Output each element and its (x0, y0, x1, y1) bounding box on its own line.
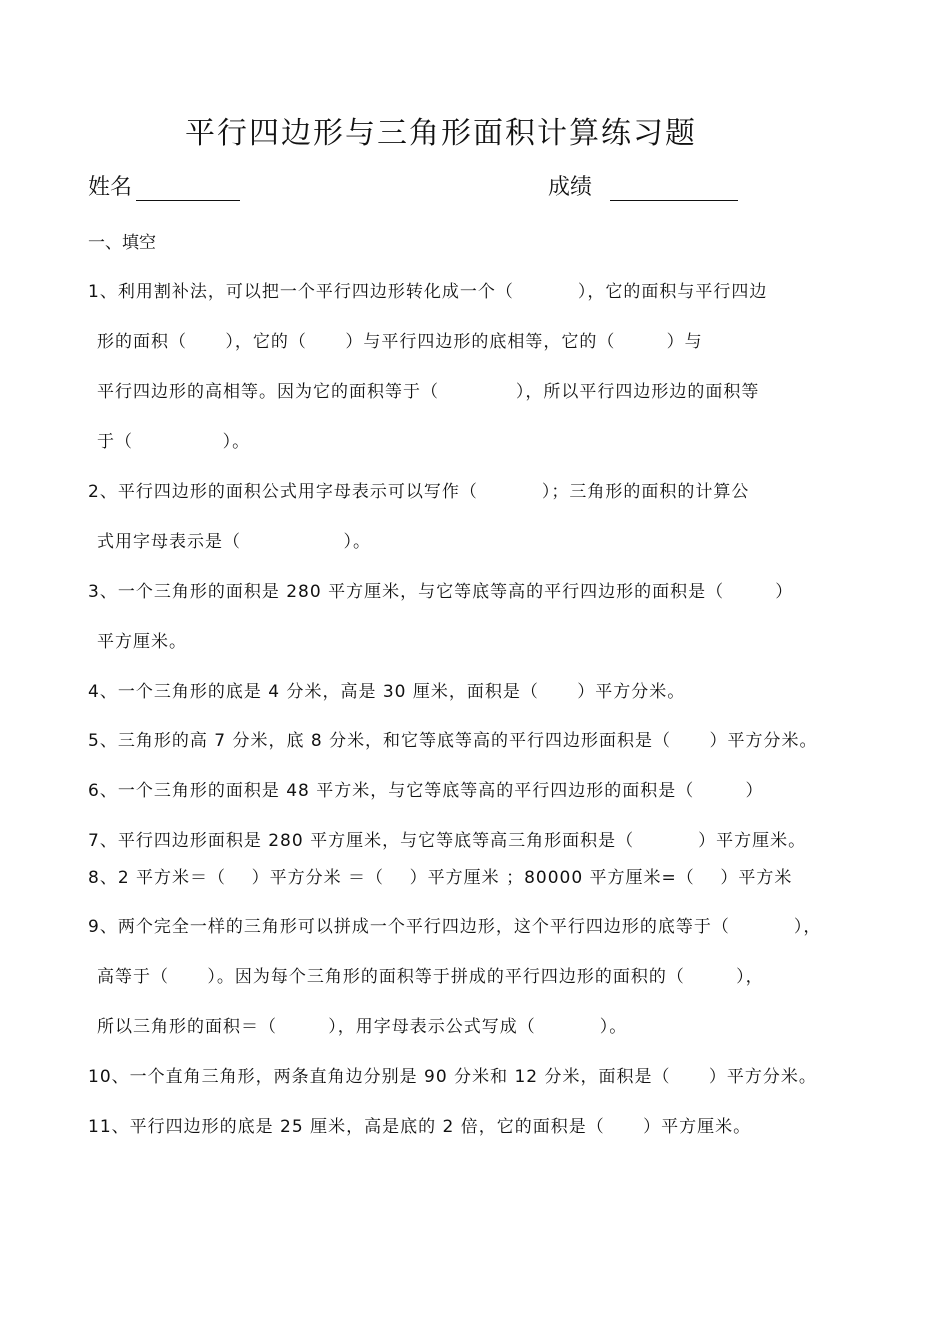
name-label: 姓名 (88, 175, 133, 200)
name-underline (136, 200, 240, 201)
question-line: 10、一个直角三角形，两条直角边分别是 90 分米和 12 分米，面积是（ ）平方分米。 (88, 1067, 817, 1087)
question-line: 9、两个完全一样的三角形可以拼成一个平行四边形，这个平行四边形的底等于（ ）， (88, 917, 822, 937)
question-line: 所以三角形的面积＝（ ），用字母表示公式写成（ ）。 (97, 1017, 628, 1037)
question-line: 4、一个三角形的底是 4 分米，高是 30 厘米，面积是（ ）平方分米。 (88, 682, 686, 702)
score-label: 成绩 (548, 175, 593, 200)
question-line: 高等于（ ）。因为每个三角形的面积等于拼成的平行四边形的面积的（ ）， (97, 967, 764, 987)
question-line: 5、三角形的高 7 分米，底 8 分米，和它等底等高的平行四边形面积是（ ）平方分米。 (88, 731, 818, 751)
question-line: 11、平行四边形的底是 25 厘米，高是底的 2 倍，它的面积是（ ）平方厘米。 (88, 1117, 752, 1137)
question-line: 7、平行四边形面积是 280 平方厘米，与它等底等高三角形面积是（ ）平方厘米。 (88, 831, 807, 851)
question-line: 6、一个三角形的面积是 48 平方米，与它等底等高的平行四边形的面积是（ ） (88, 781, 764, 801)
page-title: 平行四边形与三角形面积计算练习题 (185, 116, 697, 151)
question-line: 2、平行四边形的面积公式用字母表示可以写作（ ）；三角形的面积的计算公 (88, 482, 750, 502)
question-line: 平行四边形的高相等。因为它的面积等于（ ），所以平行四边形边的面积等 (97, 382, 760, 402)
question-line: 形的面积（ ），它的（ ）与平行四边形的底相等，它的（ ）与 (97, 332, 703, 352)
question-line: 于（ ）。 (97, 432, 251, 452)
question-line: 式用字母表示是（ ）。 (97, 532, 371, 552)
question-line: 3、一个三角形的面积是 280 平方厘米，与它等底等高的平行四边形的面积是（ ） (88, 582, 794, 602)
question-line: 1、利用割补法，可以把一个平行四边形转化成一个（ ），它的面积与平行四边 (88, 282, 768, 302)
question-line: 平方厘米。 (97, 632, 187, 652)
question-line: 8、2 平方米＝（ ）平方分米 ＝（ ）平方厘米 ；80000 平方厘米=（ ）平方米 (88, 868, 793, 888)
section-heading: 一、填空 (88, 233, 156, 253)
score-underline (610, 200, 738, 201)
